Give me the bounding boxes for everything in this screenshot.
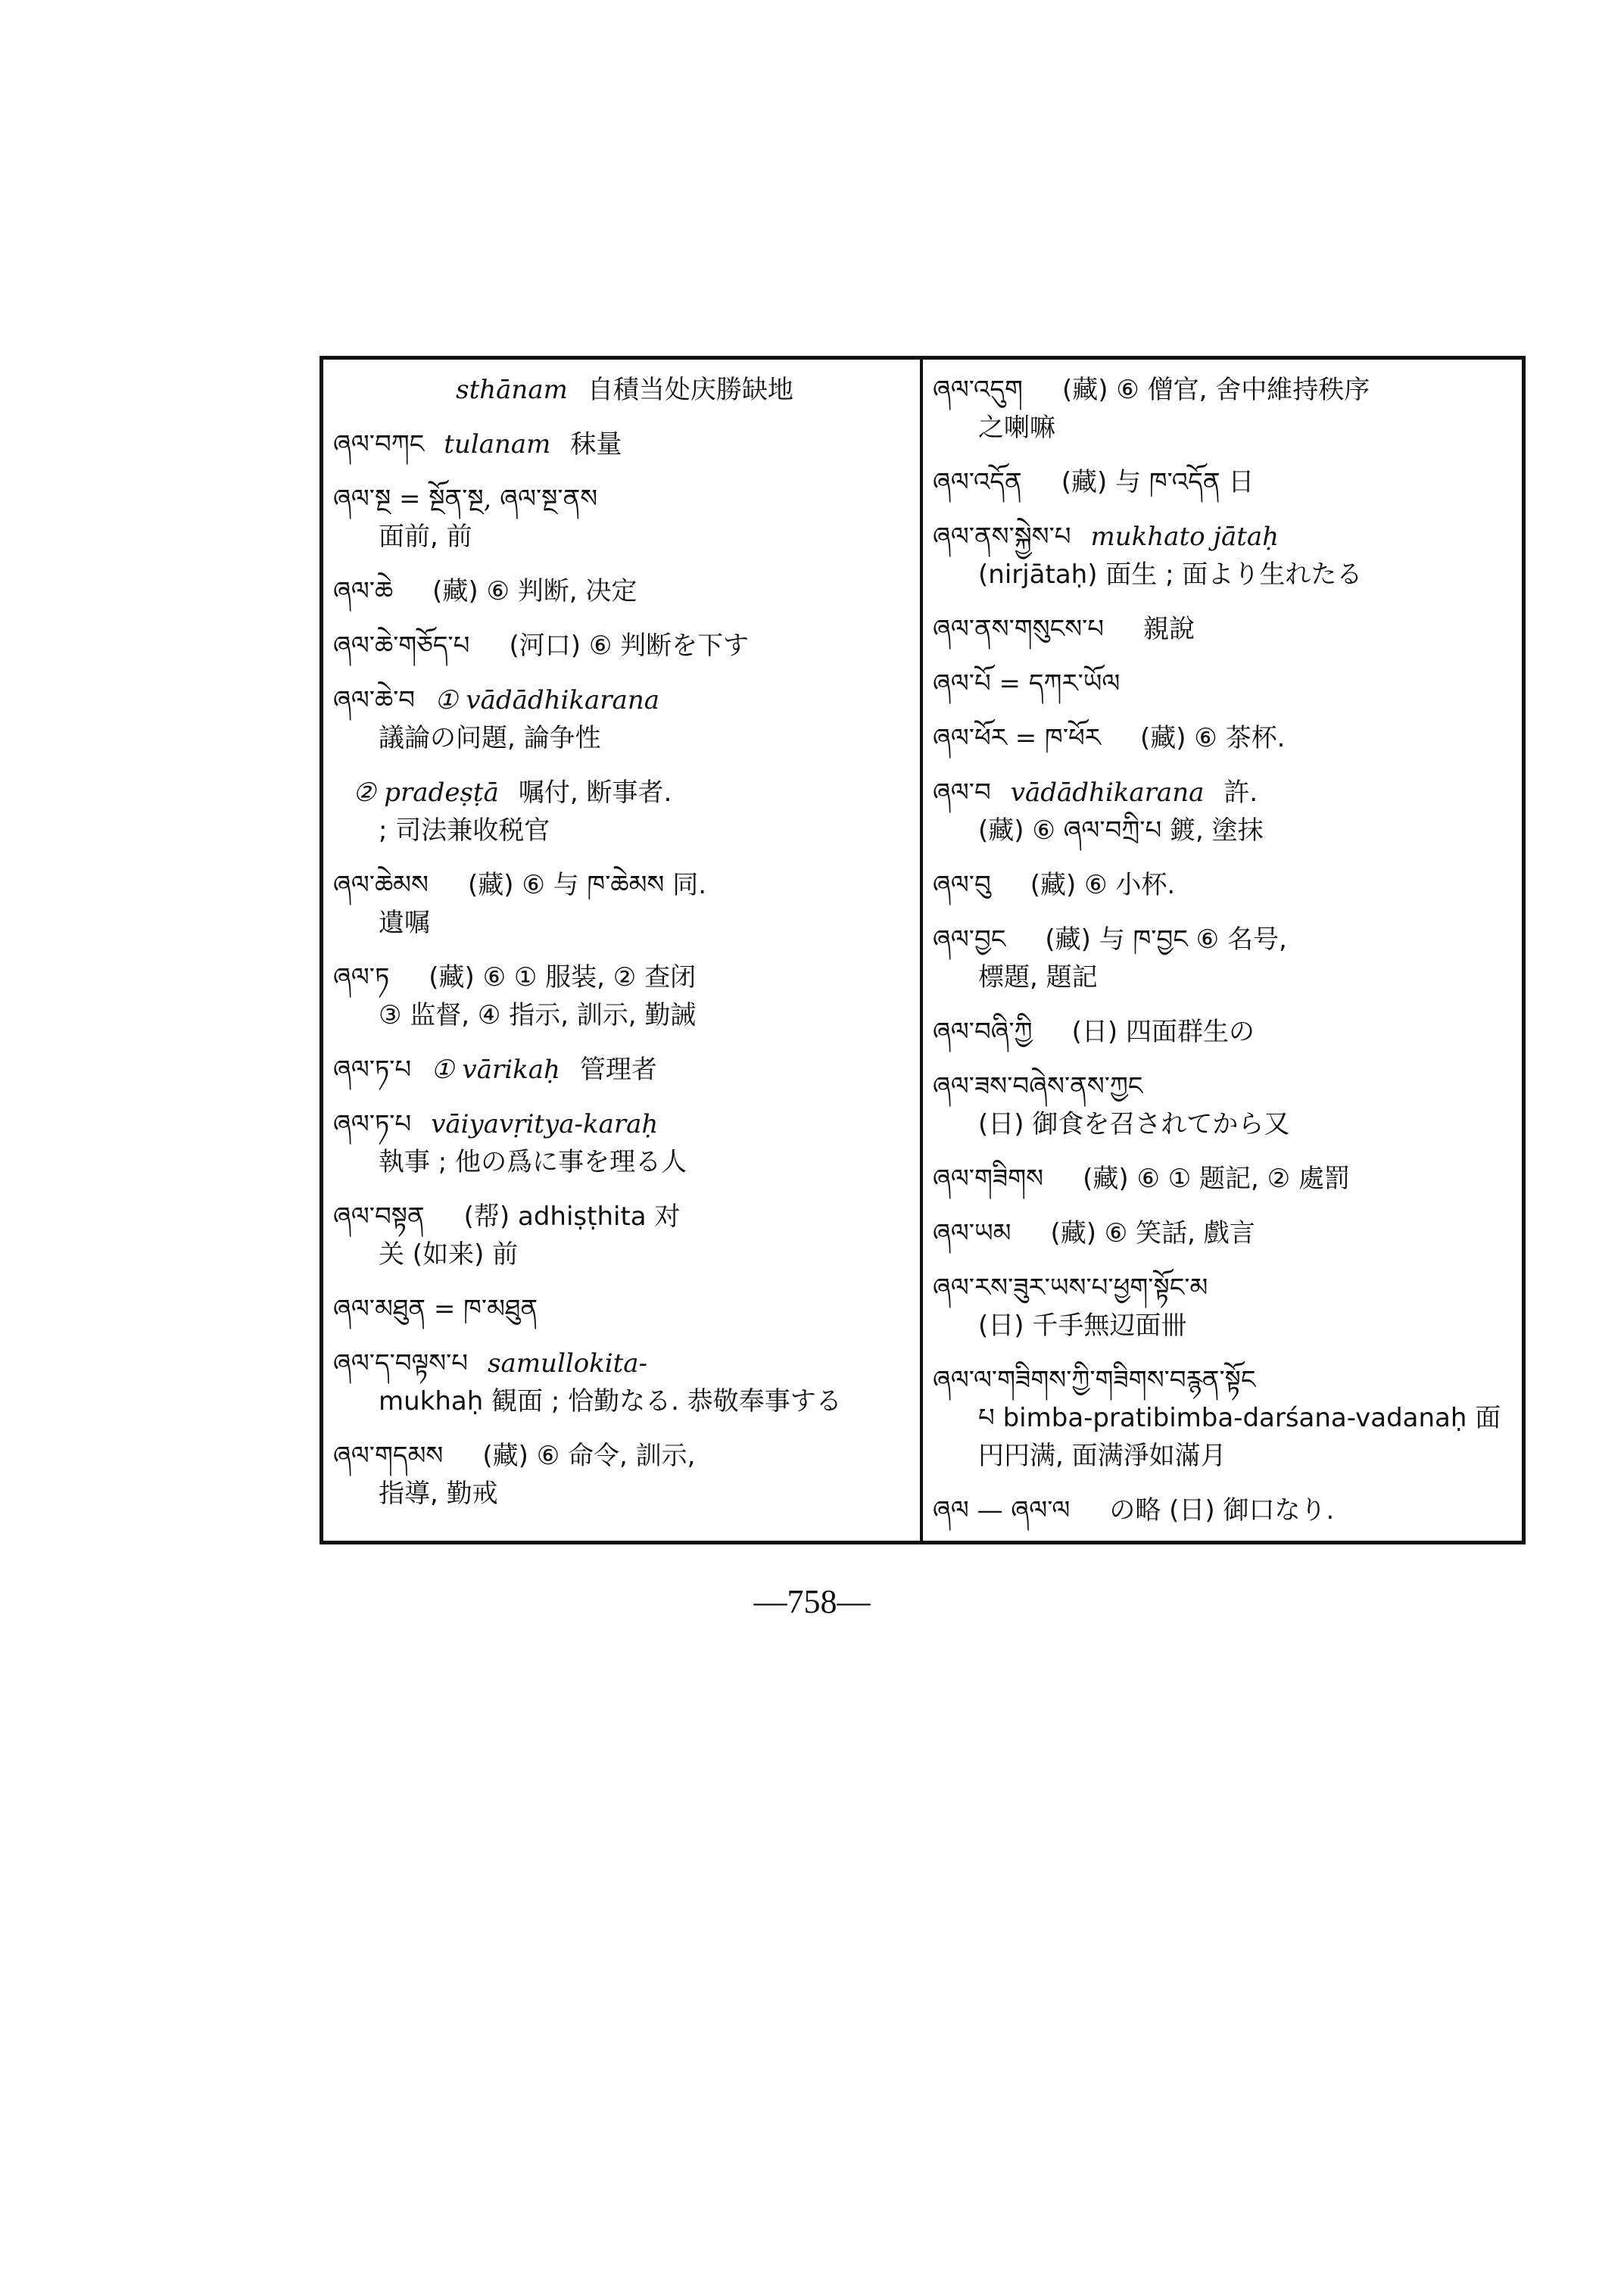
entry-gloss: (藏) ⑥ 命令, 訓示, <box>482 1441 696 1471</box>
entry-gloss: (藏) ⑥ 与 ཁ་ཆེམས 同. <box>467 870 706 900</box>
entry-gloss: (藏) ⑥ 茶杯. <box>1139 723 1286 753</box>
dictionary-entry <box>933 1214 1522 1252</box>
column-divider <box>920 356 923 1544</box>
entry-gloss: 管理者 <box>579 1055 657 1085</box>
entry-sanskrit-equivalent: ① vārikaḥ <box>431 1055 560 1085</box>
entry-sanskrit-equivalent: vādādhikarana <box>1010 778 1205 808</box>
dictionary-entry <box>933 866 1522 904</box>
entry-continuation: པ bimba-pratibimba-darśana-vadanaḥ 面円円满, 面满淨如滿月 <box>978 1403 1501 1471</box>
entry-headword: ཞལ་གདམས <box>333 1441 444 1471</box>
dictionary-entry <box>933 719 1522 757</box>
dictionary-entry <box>333 425 916 463</box>
entry-sanskrit-equivalent: vāiyavṛitya-karaḥ <box>431 1109 659 1139</box>
entry-gloss: 秣量 <box>570 429 622 460</box>
entry-headword: ཞལ་སྔ = སྔོན་སྔ, ཞལ་སྔ་ནས <box>333 484 598 514</box>
entry-headword: ཞལ་ཡམ <box>933 1218 1011 1248</box>
entry-headword: ཞལ་ཆེ <box>333 576 394 606</box>
dictionary-entry <box>933 518 1522 594</box>
entry-headword: ཞལ་བསྟན <box>333 1202 425 1232</box>
entry-headword: ཞལ་ཏ་པ <box>333 1055 412 1085</box>
dictionary-entry <box>933 371 1522 447</box>
dictionary-entry <box>333 1345 916 1420</box>
entry-gloss: (河口) ⑥ 判断を下す <box>509 631 750 661</box>
dictionary-entry <box>333 1105 916 1181</box>
entry-gloss: (日) 四面群生の <box>1071 1017 1255 1047</box>
dictionary-entry <box>933 921 1522 996</box>
dictionary-entry <box>333 371 916 409</box>
entry-continuation: mukhaḥ 観面 ; 恰勤なる. 恭敬奉事する <box>379 1386 842 1417</box>
entry-headword: ཞལ་ཏ <box>333 962 390 993</box>
dictionary-entry <box>333 1198 916 1273</box>
dictionary-entry <box>933 463 1522 501</box>
dictionary-entry <box>333 480 916 556</box>
entry-sanskrit-equivalent: mukhato jātaḥ <box>1090 522 1280 552</box>
entry-continuation: 議論の问題, 論争性 <box>379 723 601 753</box>
dictionary-entry <box>333 1290 916 1328</box>
entry-headword: ཞལ་པོ = དཀར་ཡོལ <box>933 669 1121 699</box>
entry-continuation: 面前, 前 <box>379 522 472 552</box>
entry-sanskrit-equivalent: tulanam <box>444 429 551 460</box>
entry-continuation: (藏) ⑥ ཞལ་བཀྲི་པ 鍍, 塗抹 <box>978 815 1264 846</box>
entry-gloss: 許. <box>1223 778 1258 808</box>
dictionary-entry <box>333 1051 916 1089</box>
entry-headword: ཞལ་ཕོར = ཁ་ཕོར <box>933 723 1101 753</box>
entry-headword: ཞལ་ལ་གཟིགས་ཀྱི་གཟིགས་བརྙན་སྟོང <box>933 1365 1256 1395</box>
dictionary-entry <box>933 1160 1522 1198</box>
dictionary-entry <box>333 627 916 665</box>
entry-headword: ཞལ་རས་ཟུར་ཡས་པ་ཕྱག་སྟོང་མ <box>933 1273 1208 1303</box>
entry-continuation: ③ 监督, ④ 指示, 訓示, 勤誡 <box>379 1000 697 1030</box>
dictionary-entry <box>333 866 916 942</box>
entry-gloss: 自積当处庆勝缺地 <box>587 375 793 405</box>
entry-headword: ཞལ — ཞལ་ལ <box>933 1495 1071 1526</box>
entry-headword: ཞལ་ཆེ་བ <box>333 685 416 715</box>
entry-sanskrit-equivalent: sthānam <box>456 375 568 405</box>
entry-headword: ཞལ་ནས་གསུངས་པ <box>933 614 1105 644</box>
page-number: —758— <box>753 1583 871 1620</box>
left-column <box>333 371 916 1529</box>
entry-gloss: (藏) ⑥ 小杯. <box>1030 870 1176 900</box>
dictionary-entry <box>333 572 916 610</box>
entry-continuation: 之喇嘛 <box>978 413 1055 443</box>
entry-continuation: 指導, 勤戒 <box>379 1479 498 1509</box>
entry-headword: ཞལ་བཀང <box>333 429 425 460</box>
entry-continuation: 執事 ; 他の爲に事を理る人 <box>379 1147 687 1177</box>
entry-sanskrit-equivalent: ① vādādhikarana <box>435 685 659 715</box>
entry-gloss: (藏) ⑥ 僧官, 舍中維持秩序 <box>1061 375 1370 405</box>
entry-headword: ཞལ་ཆེ་གཅོད་པ <box>333 631 470 661</box>
right-column <box>933 371 1522 1546</box>
dictionary-entry <box>933 1269 1522 1345</box>
dictionary-entry <box>933 1013 1522 1051</box>
entry-gloss: (藏) ⑥ ① 服装, ② 查闭 <box>429 962 697 993</box>
entry-continuation: (日) 御食を召されてから又 <box>978 1109 1290 1139</box>
dictionary-entry <box>333 774 916 849</box>
entry-headword: ཞལ་མཐུན = ཁ་མཐུན <box>333 1294 538 1324</box>
entry-headword: ཞལ་ཆེམས <box>333 870 429 900</box>
entry-headword: ཞལ་འདོན <box>933 467 1022 497</box>
entry-headword: ཞལ་བུ <box>933 870 991 900</box>
entry-gloss: 嘱付, 断事者. <box>518 778 672 808</box>
dictionary-entry <box>933 610 1522 648</box>
entry-headword: ཞལ་བྱང <box>933 924 1006 955</box>
entry-headword: ཞལ་ཏ་པ <box>333 1109 412 1139</box>
dictionary-entry <box>333 681 916 757</box>
entry-gloss: の略 (日) 御口なり. <box>1109 1495 1335 1526</box>
entry-continuation: (nirjātaḥ) 面生 ; 面より生れたる <box>978 559 1363 590</box>
entry-continuation: ; 司法兼收税官 <box>379 815 550 846</box>
entry-continuation: 標題, 題記 <box>978 962 1098 993</box>
entry-sanskrit-equivalent: ② pradeṣṭā <box>353 778 499 808</box>
entry-gloss: (藏) ⑥ 判断, 决定 <box>432 576 637 606</box>
dictionary-entry <box>333 958 916 1034</box>
entry-sanskrit-equivalent: samullokita- <box>488 1348 648 1379</box>
entry-headword: ཞལ་གཟིགས <box>933 1164 1044 1194</box>
entry-gloss: (藏) 与 ཁ་འདོན 日 <box>1061 467 1255 497</box>
entry-headword: ཞལ་འདུག <box>933 375 1023 405</box>
dictionary-entry <box>933 1068 1522 1143</box>
dictionary-entry <box>333 1437 916 1513</box>
dictionary-entry <box>933 774 1522 849</box>
entry-gloss: (帮) adhiṣṭhita 对 <box>463 1202 681 1232</box>
dictionary-entry <box>933 665 1522 703</box>
dictionary-entry <box>933 1491 1522 1529</box>
dictionary-entry <box>933 1361 1522 1475</box>
entry-gloss: (藏) 与 ཁ་བྱང ⑥ 名号, <box>1045 924 1287 955</box>
entry-gloss: (藏) ⑥ ① 题記, ② 處罰 <box>1083 1164 1350 1194</box>
entry-headword: ཞལ་ནས་སྐྱེས་པ <box>933 522 1071 552</box>
entry-continuation: (日) 千手無辺面卌 <box>978 1311 1187 1341</box>
entry-headword: ཞལ་བཞི་ཀྱི <box>933 1017 1033 1047</box>
entry-gloss: 親說 <box>1143 614 1195 644</box>
entry-headword: ཞལ་ད་བལྟས་པ <box>333 1348 469 1379</box>
entry-continuation: 关 (如来) 前 <box>379 1239 519 1270</box>
entry-headword: ཞལ་ཟས་བཞེས་ནས་ཀྱང <box>933 1071 1143 1102</box>
entry-continuation: 遺嘱 <box>379 908 430 938</box>
entry-headword: ཞལ་བ <box>933 778 991 808</box>
entry-gloss: (藏) ⑥ 笑話, 戲言 <box>1050 1218 1255 1248</box>
